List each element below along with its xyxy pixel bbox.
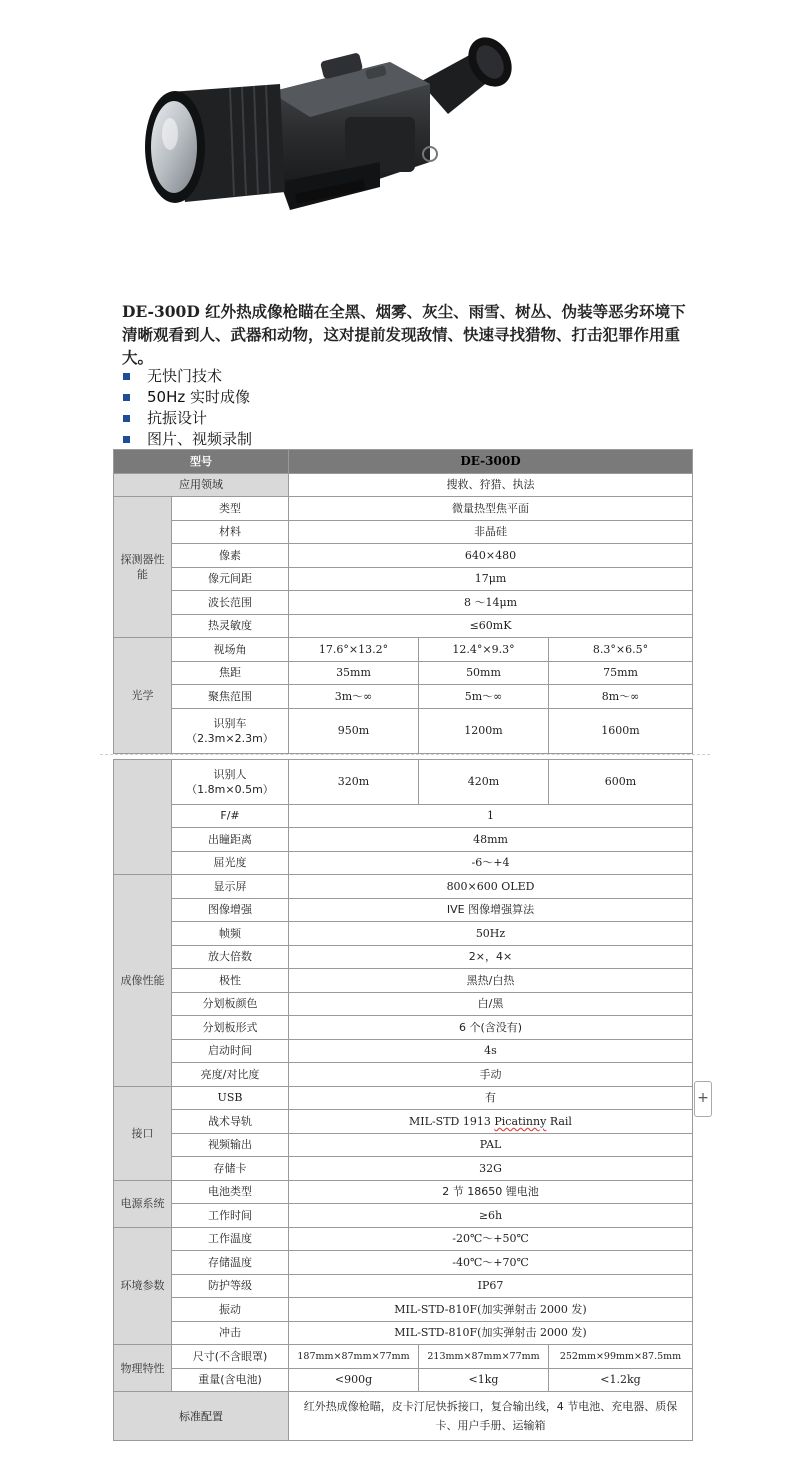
table-row	[114, 1180, 693, 1204]
group-physical: 物理特性	[114, 1345, 172, 1392]
row-label: 分划板颜色	[172, 992, 289, 1016]
row-value: 手动	[289, 1063, 693, 1087]
row-value: <900g	[289, 1368, 419, 1392]
row-value: 17μm	[289, 567, 693, 591]
add-button[interactable]: +	[694, 1081, 712, 1117]
table-row	[114, 1321, 693, 1345]
row-label: 显示屏	[172, 875, 289, 899]
row-label: 重量(含电池)	[172, 1368, 289, 1392]
table-row	[114, 1063, 693, 1087]
table-row	[114, 922, 693, 946]
row-value: MIL-STD-810F(加实弹射击 2000 发)	[289, 1321, 693, 1345]
row-value: IVE 图像增强算法	[289, 898, 693, 922]
group-detector: 探测器性能	[114, 497, 172, 638]
row-label: 工作时间	[172, 1204, 289, 1228]
row-value: -20℃～+50℃	[289, 1227, 693, 1251]
rail-name: Picatinny	[494, 1114, 547, 1128]
row-value: 1200m	[419, 708, 549, 753]
row-label: 热灵敏度	[172, 614, 289, 638]
row-value: MIL-STD-810F(加实弹射击 2000 发)	[289, 1298, 693, 1322]
row-value: -6～+4	[289, 851, 693, 875]
application-value: 搜救、狩猎、执法	[289, 473, 693, 497]
row-label: 尺寸(不含眼罩)	[172, 1345, 289, 1369]
table-row	[114, 804, 693, 828]
row-label: 图像增强	[172, 898, 289, 922]
row-value: 1	[289, 804, 693, 828]
row-value: 白/黑	[289, 992, 693, 1016]
row-label: 屈光度	[172, 851, 289, 875]
table-row	[114, 992, 693, 1016]
row-value: 1600m	[549, 708, 693, 753]
table-row	[114, 614, 693, 638]
table-row	[114, 875, 693, 899]
row-value: 420m	[419, 759, 549, 804]
row-label: 极性	[172, 969, 289, 993]
table-row	[114, 473, 693, 497]
group-imaging: 成像性能	[114, 875, 172, 1087]
row-value: 75mm	[549, 661, 693, 685]
row-value: 黑热/白热	[289, 969, 693, 993]
row-label: 存储卡	[172, 1157, 289, 1181]
row-value: 950m	[289, 708, 419, 753]
row-value: 50mm	[419, 661, 549, 685]
row-label: 启动时间	[172, 1039, 289, 1063]
row-value: PAL	[289, 1133, 693, 1157]
row-value: ≥6h	[289, 1204, 693, 1228]
row-label: 像素	[172, 544, 289, 568]
row-label: 帧频	[172, 922, 289, 946]
model-header-label: 型号	[114, 450, 289, 474]
row-label: 存储温度	[172, 1251, 289, 1275]
row-label: 视频输出	[172, 1133, 289, 1157]
row-value	[289, 1110, 693, 1134]
row-label: 出瞳距离	[172, 828, 289, 852]
table-row	[114, 1345, 693, 1369]
table-row	[114, 969, 693, 993]
application-label: 应用领域	[114, 473, 289, 497]
row-label: 识别人（1.8m×0.5m）	[172, 759, 289, 804]
feature-item: 抗振设计	[122, 408, 252, 429]
table-row	[114, 1016, 693, 1040]
table-row	[114, 851, 693, 875]
row-label: 振动	[172, 1298, 289, 1322]
group-interface: 接口	[114, 1086, 172, 1180]
table-row	[114, 1039, 693, 1063]
rail-prefix: MIL-STD 1913	[409, 1114, 495, 1128]
standard-config-value: 红外热成像枪瞄，皮卡汀尼快拆接口，复合输出线，4 节电池、充电器、质保卡、用户手册、运输箱	[289, 1392, 693, 1441]
row-label: F/#	[172, 804, 289, 828]
row-value: 213mm×87mm×77mm	[419, 1345, 549, 1369]
row-label: 亮度/对比度	[172, 1063, 289, 1087]
row-value: 8 ～14μm	[289, 591, 693, 615]
row-label: 战术导轨	[172, 1110, 289, 1134]
row-value: 8.3°×6.5°	[549, 638, 693, 662]
table-row	[114, 1368, 693, 1392]
row-label: 工作温度	[172, 1227, 289, 1251]
row-value: IP67	[289, 1274, 693, 1298]
row-label: 类型	[172, 497, 289, 521]
row-value: 32G	[289, 1157, 693, 1181]
table-row	[114, 544, 693, 568]
bullet-square-icon	[123, 415, 130, 422]
row-value: 6 个(含没有)	[289, 1016, 693, 1040]
bullet-square-icon	[123, 436, 130, 443]
standard-config-label: 标准配置	[114, 1392, 289, 1441]
group-optics: 光学	[114, 638, 172, 754]
table-row	[114, 1227, 693, 1251]
row-value: 320m	[289, 759, 419, 804]
table-row	[114, 1157, 693, 1181]
table-row	[114, 1204, 693, 1228]
row-label: 放大倍数	[172, 945, 289, 969]
row-value: ≤60mK	[289, 614, 693, 638]
row-value: 非晶硅	[289, 520, 693, 544]
row-value: 17.6°×13.2°	[289, 638, 419, 662]
table-row	[114, 759, 693, 804]
group-power: 电源系统	[114, 1180, 172, 1227]
row-value: 2×，4×	[289, 945, 693, 969]
row-label: 冲击	[172, 1321, 289, 1345]
row-label: 分划板形式	[172, 1016, 289, 1040]
row-label: 电池类型	[172, 1180, 289, 1204]
table-row	[114, 685, 693, 709]
row-label: 焦距	[172, 661, 289, 685]
table-row	[114, 520, 693, 544]
model-header-value: DE-300D	[289, 450, 693, 474]
row-value: 640×480	[289, 544, 693, 568]
table-row	[114, 945, 693, 969]
row-label: 识别车（2.3m×2.3m）	[172, 708, 289, 753]
row-value: 35mm	[289, 661, 419, 685]
table-header-row	[114, 450, 693, 474]
table-row	[114, 1392, 693, 1441]
product-description: DE-300D 红外热成像枪瞄在全黑、烟雾、灰尘、雨雪、树丛、伪装等恶劣环境下清晰观看到人、武器和动物，这对提前发现敌情、快速寻找猎物、打击犯罪作用重大。	[122, 302, 686, 367]
table-row	[114, 1133, 693, 1157]
row-value: 48mm	[289, 828, 693, 852]
row-label: 聚焦范围	[172, 685, 289, 709]
row-value: 800×600 OLED	[289, 875, 693, 899]
row-value: 2 节 18650 锂电池	[289, 1180, 693, 1204]
product-image	[130, 22, 530, 232]
row-value: 4s	[289, 1039, 693, 1063]
rail-suffix: Rail	[546, 1114, 572, 1128]
row-value: <1.2kg	[549, 1368, 693, 1392]
row-label: 像元间距	[172, 567, 289, 591]
table-row	[114, 661, 693, 685]
row-value: -40℃～+70℃	[289, 1251, 693, 1275]
row-value: 微量热型焦平面	[289, 497, 693, 521]
table-row	[114, 567, 693, 591]
row-value: 有	[289, 1086, 693, 1110]
row-value: 187mm×87mm×77mm	[289, 1345, 419, 1369]
row-label: 材料	[172, 520, 289, 544]
row-value: 8m～∞	[549, 685, 693, 709]
row-value: 50Hz	[289, 922, 693, 946]
feature-item: 图片、视频录制	[122, 429, 252, 450]
spec-table	[113, 449, 693, 1441]
table-row	[114, 1110, 693, 1134]
table-row	[114, 1274, 693, 1298]
bullet-square-icon	[123, 373, 130, 380]
row-value: <1kg	[419, 1368, 549, 1392]
row-value: 252mm×99mm×87.5mm	[549, 1345, 693, 1369]
group-environment: 环境参数	[114, 1227, 172, 1345]
bullet-square-icon	[123, 394, 130, 401]
table-row	[114, 828, 693, 852]
row-label: 波长范围	[172, 591, 289, 615]
table-row	[114, 898, 693, 922]
feature-list	[122, 366, 252, 450]
page-divider	[100, 754, 710, 755]
table-row	[114, 1251, 693, 1275]
table-row	[114, 1298, 693, 1322]
feature-item: 无快门技术	[122, 366, 252, 387]
table-row	[114, 638, 693, 662]
row-value: 3m～∞	[289, 685, 419, 709]
row-label: USB	[172, 1086, 289, 1110]
table-row	[114, 1086, 693, 1110]
row-value: 5m～∞	[419, 685, 549, 709]
row-value: 600m	[549, 759, 693, 804]
row-label: 视场角	[172, 638, 289, 662]
feature-item: 50Hz 实时成像	[122, 387, 252, 408]
row-value: 12.4°×9.3°	[419, 638, 549, 662]
table-row	[114, 708, 693, 753]
table-row	[114, 497, 693, 521]
table-row	[114, 591, 693, 615]
row-label: 防护等级	[172, 1274, 289, 1298]
group-optics-continued	[114, 759, 172, 875]
